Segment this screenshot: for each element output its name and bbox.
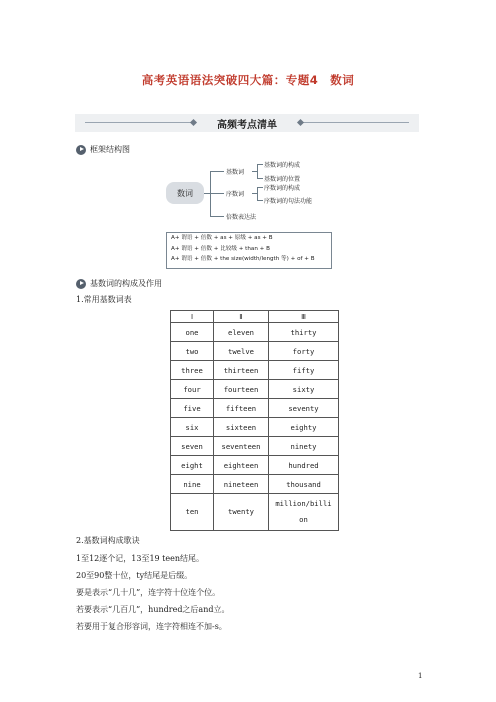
table-row bbox=[171, 437, 339, 456]
section-banner bbox=[75, 114, 419, 132]
mnemonic-line: 要是表示“几十几”，连字符十位连个位。 bbox=[76, 588, 221, 597]
document-title: 高考英语语法突破四大篇：专题4 数词 bbox=[141, 73, 355, 87]
table-cell: ten bbox=[171, 494, 214, 531]
mnemonic-line: 若要用于复合形容词，连字符相连不加-s。 bbox=[76, 622, 227, 631]
section-heading-cardinal bbox=[76, 278, 162, 289]
table-cell: seven bbox=[171, 437, 214, 456]
table-cell: five bbox=[171, 399, 214, 418]
diagram-connector bbox=[210, 193, 224, 194]
diagram-leaf: 序数词的构成 bbox=[264, 185, 301, 192]
play-bullet-icon bbox=[76, 279, 86, 289]
diagram-leaf: 基数词的位置 bbox=[264, 176, 301, 183]
table-row bbox=[171, 380, 339, 399]
table-cell: hundred bbox=[269, 456, 339, 475]
table-cell: thirty bbox=[269, 323, 339, 342]
table-cell: sixty bbox=[269, 380, 339, 399]
section-heading-label: 基数词的构成及作用 bbox=[90, 279, 162, 288]
table-cell-line: on bbox=[299, 515, 308, 524]
cardinal-number-table bbox=[170, 310, 339, 531]
diagram-connector bbox=[257, 164, 263, 165]
table-cell: eleven bbox=[214, 323, 269, 342]
table-cell: eighteen bbox=[214, 456, 269, 475]
diagram-root: 数词 bbox=[166, 182, 204, 204]
table-cell: two bbox=[171, 342, 214, 361]
diagram-connector bbox=[257, 200, 263, 201]
table-row bbox=[171, 399, 339, 418]
table-row bbox=[171, 475, 339, 494]
diagram-node-cardinal: 基数词 bbox=[226, 169, 245, 176]
subheading-mnemonic: 2.基数词构成歌诀 bbox=[76, 536, 140, 545]
diagram-leaf: 序数词的句法功能 bbox=[264, 198, 313, 205]
diagram-connector bbox=[257, 178, 263, 179]
mnemonic-line: 若要表示“几百几”，hundred之后and立。 bbox=[76, 605, 230, 614]
table-header-row bbox=[171, 311, 339, 323]
page-number: 1 bbox=[418, 672, 423, 680]
diagram-connector bbox=[210, 216, 224, 217]
table-cell: nine bbox=[171, 475, 214, 494]
mnemonic-line: 20至90整十位，ty结尾是后缀。 bbox=[76, 571, 193, 580]
diagram-connector bbox=[257, 187, 258, 201]
table-cell bbox=[269, 494, 339, 531]
rule-line: A+ 谓语 + 倍数 + as + 原级 + as + B bbox=[171, 235, 273, 241]
table-cell: fourteen bbox=[214, 380, 269, 399]
table-cell: twenty bbox=[214, 494, 269, 531]
table-cell: twelve bbox=[214, 342, 269, 361]
table-cell: six bbox=[171, 418, 214, 437]
table-cell: fifty bbox=[269, 361, 339, 380]
table-cell: nineteen bbox=[214, 475, 269, 494]
diagram-connector bbox=[257, 164, 258, 179]
table-cell: thousand bbox=[269, 475, 339, 494]
subheading-table: 1.常用基数词表 bbox=[76, 295, 132, 304]
rule-line: A+ 谓语 + 倍数 + 比较级 + than + B bbox=[171, 245, 270, 252]
mnemonic-line: 1至12逐个记，13至19 teen结尾。 bbox=[76, 554, 205, 563]
diagram-connector bbox=[257, 187, 263, 188]
table-cell: seventeen bbox=[214, 437, 269, 456]
table-cell: four bbox=[171, 380, 214, 399]
table-header: Ⅰ bbox=[171, 311, 214, 323]
table-row bbox=[171, 456, 339, 475]
rule-line: A+ 谓语 + 倍数 + the size(width/length 等) + of + B bbox=[171, 256, 315, 262]
multiple-rules-box bbox=[166, 232, 332, 269]
table-row bbox=[171, 494, 339, 531]
play-bullet-icon bbox=[76, 145, 86, 155]
table-cell: three bbox=[171, 361, 214, 380]
table-header: Ⅲ bbox=[269, 311, 339, 323]
diagram-leaf: 基数词的构成 bbox=[264, 162, 301, 169]
table-header: Ⅱ bbox=[214, 311, 269, 323]
table-row bbox=[171, 418, 339, 437]
table-cell: sixteen bbox=[214, 418, 269, 437]
structure-diagram bbox=[166, 160, 330, 228]
table-row bbox=[171, 323, 339, 342]
table-row bbox=[171, 342, 339, 361]
section-heading-label: 框架结构图 bbox=[90, 145, 130, 154]
table-cell: seventy bbox=[269, 399, 339, 418]
table-cell: fifteen bbox=[214, 399, 269, 418]
table-cell: one bbox=[171, 323, 214, 342]
table-cell: eight bbox=[171, 456, 214, 475]
table-row bbox=[171, 361, 339, 380]
table-cell-line: million/billi bbox=[275, 499, 332, 508]
table-cell: thirteen bbox=[214, 361, 269, 380]
diagram-connector bbox=[210, 171, 224, 172]
section-heading-framework bbox=[76, 144, 130, 155]
diagram-node-multiple: 倍数表达法 bbox=[226, 214, 257, 221]
table-cell: ninety bbox=[269, 437, 339, 456]
diagram-node-ordinal: 序数词 bbox=[226, 191, 245, 198]
table-cell: eighty bbox=[269, 418, 339, 437]
table-cell: forty bbox=[269, 342, 339, 361]
banner-label: 高频考点清单 bbox=[217, 120, 277, 131]
